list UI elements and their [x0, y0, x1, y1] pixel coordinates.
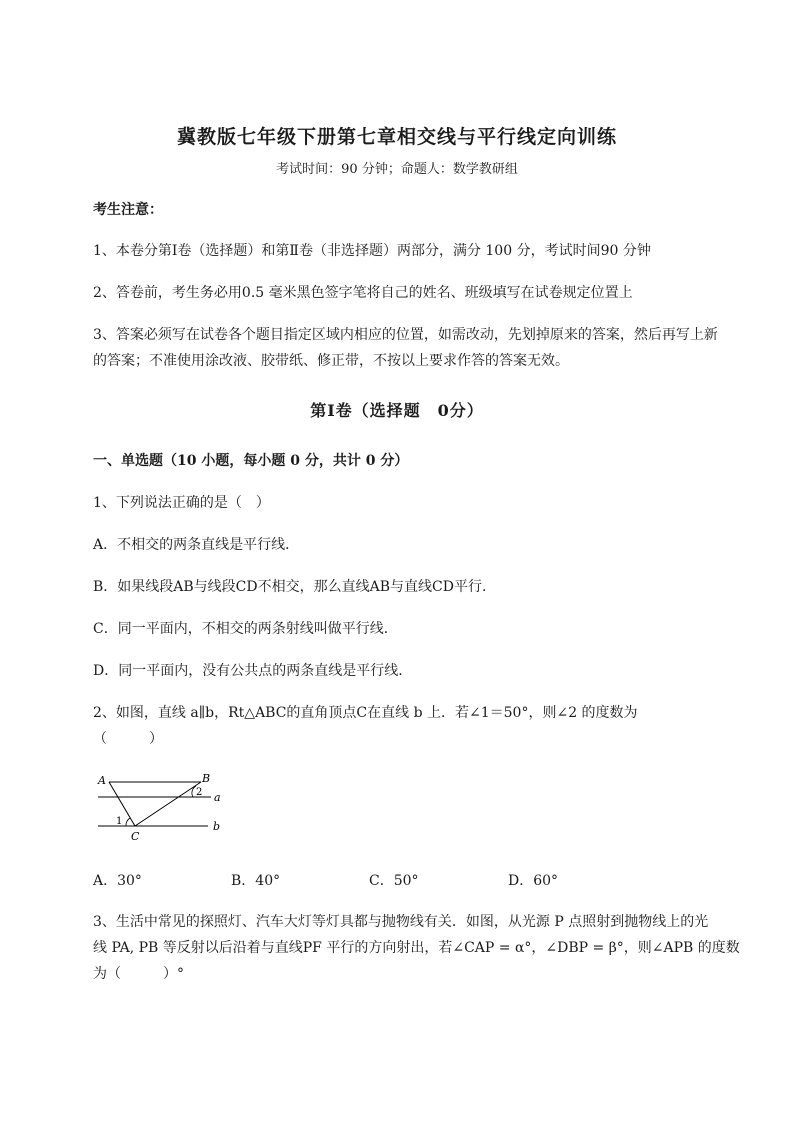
question-1-option-c: C．同一平面内，不相交的两条射线叫做平行线． [93, 621, 398, 637]
question-1-option-d: D．同一平面内，没有公共点的两条直线是平行线． [93, 663, 413, 679]
label-a-point: A [98, 774, 106, 787]
part-heading: 一、单选题（10 小题，每小题 0 分，共计 0 分） [93, 453, 409, 469]
question-1-option-b: B．如果线段AB与线段CD不相交，那么直线AB与直线CD平行． [93, 579, 496, 595]
question-2-option-a: A．30° [93, 873, 142, 889]
question-3-line-2: 线 PA, PB 等反射以后沿着与直线PF 平行的方向射出，若∠CAP = α°，∠DBP = β°，则∠APB 的度数 [93, 940, 740, 956]
notice-heading: 考生注意： [93, 202, 163, 218]
notice-item-1: 1、本卷分第Ⅰ卷（选择题）和第Ⅱ卷（非选择题）两部分，满分 100 分，考试时间90 分钟 [93, 243, 651, 259]
section-title: 第Ⅰ卷（选择题 0分） [310, 401, 484, 420]
label-angle-1: 1 [116, 816, 123, 827]
question-3-line-1: 3、生活中常见的探照灯、汽车大灯等灯具都与抛物线有关．如图，从光源 P 点照射到抛物线上的光 [93, 914, 709, 930]
label-c-point: C [131, 830, 140, 843]
label-line-b: b [213, 820, 221, 833]
label-angle-2: 2 [196, 787, 203, 798]
question-2-option-b: B．40° [231, 873, 281, 889]
exam-info: 考试时间：90 分钟；命题人：数学教研组 [276, 162, 518, 177]
label-b-point: B [202, 772, 211, 785]
question-2-option-d: D．60° [508, 873, 559, 889]
question-3-line-3: 为（ ）° [93, 966, 184, 982]
label-line-a: a [214, 791, 221, 804]
question-2-stem-cont: （ ） [93, 731, 163, 747]
notice-item-3-cont: 的答案；不准使用涂改液、胶带纸、修正带，不按以上要求作答的答案无效。 [93, 353, 569, 369]
question-1-stem: 1、下列说法正确的是（ ） [93, 495, 270, 511]
segment-bc [135, 782, 201, 826]
notice-item-2: 2、答卷前，考生务必用0.5 毫米黑色签字笔将自己的姓名、班级填写在试卷规定位置上 [93, 285, 633, 301]
notice-item-3: 3、答案必须写在试卷各个题目指定区域内相应的位置，如需改动，先划掉原来的答案，然后再写上新 [93, 327, 718, 343]
question-2-option-c: C．50° [369, 873, 419, 889]
question-2-stem: 2、如图，直线 a∥b，Rt△ABC的直角顶点C在直线 b 上．若∠1＝50°，则∠2 的度数为 [93, 705, 638, 721]
angle-1-arc [126, 818, 130, 826]
page-title: 冀教版七年级下册第七章相交线与平行线定向训练 [176, 126, 617, 148]
question-1-option-a: A．不相交的两条直线是平行线． [93, 537, 300, 553]
geometry-figure [93, 770, 233, 845]
